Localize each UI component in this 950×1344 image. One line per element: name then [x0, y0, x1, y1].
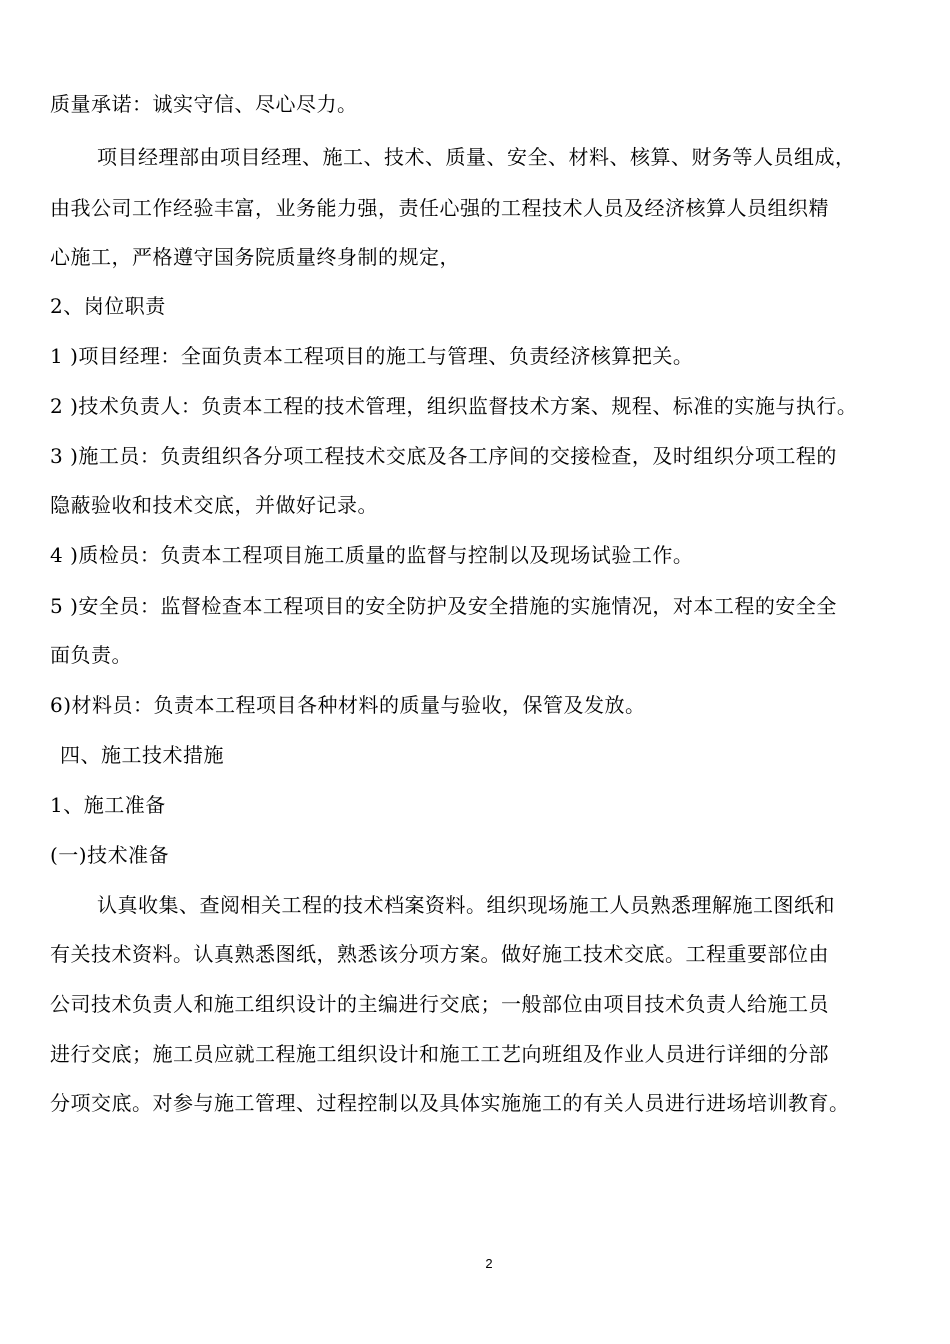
text-line-paragraph-1-end: 心施工，严格遵守国务院质量终身制的规定， [50, 245, 460, 269]
text-line-duty-1: 1 )项目经理：全面负责本工程项目的施工与管理、负责经济核算把关。 [50, 344, 694, 368]
section-heading-technical-prep: (一)技术准备 [50, 843, 170, 867]
text-line-duty-6: 6)材料员：负责本工程项目各种材料的质量与验收，保管及发放。 [50, 693, 646, 717]
section-heading-technical-measures: 四、施工技术措施 [60, 743, 224, 767]
page-number: 2 [485, 1256, 493, 1271]
section-heading-job-duties: 2、岗位职责 [50, 294, 166, 318]
section-heading-construction-prep: 1、施工准备 [50, 793, 166, 817]
text-line-paragraph-2-cont-1: 有关技术资料。认真熟悉图纸，熟悉该分项方案。做好施工技术交底。工程重要部位由 [50, 942, 829, 966]
text-line-paragraph-2-end: 分项交底。对参与施工管理、过程控制以及具体实施施工的有关人员进行进场培训教育。 [50, 1091, 850, 1115]
text-line-paragraph-1-cont: 由我公司工作经验丰富，业务能力强，责任心强的工程技术人员及经济核算人员组织精 [50, 196, 829, 220]
text-line-duty-5-cont: 面负责。 [50, 643, 132, 667]
text-line-paragraph-2-cont-2: 公司技术负责人和施工组织设计的主编进行交底；一般部位由项目技术负责人给施工员 [50, 992, 829, 1016]
text-line-paragraph-2-start: 认真收集、查阅相关工程的技术档案资料。组织现场施工人员熟悉理解施工图纸和 [97, 893, 835, 917]
text-line-quality-commitment: 质量承诺：诚实守信、尽心尽力。 [50, 92, 358, 116]
text-line-duty-3-cont: 隐蔽验收和技术交底，并做好记录。 [50, 493, 378, 517]
text-line-duty-3: 3 )施工员：负责组织各分项工程技术交底及各工序间的交接检查，及时组织分项工程的 [50, 444, 837, 468]
text-line-duty-4: 4 )质检员：负责本工程项目施工质量的监督与控制以及现场试验工作。 [50, 543, 694, 567]
text-line-paragraph-1-start: 项目经理部由项目经理、施工、技术、质量、安全、材料、核算、财务等人员组成， [97, 145, 856, 169]
text-line-duty-2: 2 )技术负责人：负责本工程的技术管理，组织监督技术方案、规程、标准的实施与执行。 [50, 394, 858, 418]
text-line-duty-5: 5 )安全员：监督检查本工程项目的安全防护及安全措施的实施情况，对本工程的安全全 [50, 594, 837, 618]
text-line-paragraph-2-cont-3: 进行交底；施工员应就工程施工组织设计和施工工艺向班组及作业人员进行详细的分部 [50, 1042, 829, 1066]
